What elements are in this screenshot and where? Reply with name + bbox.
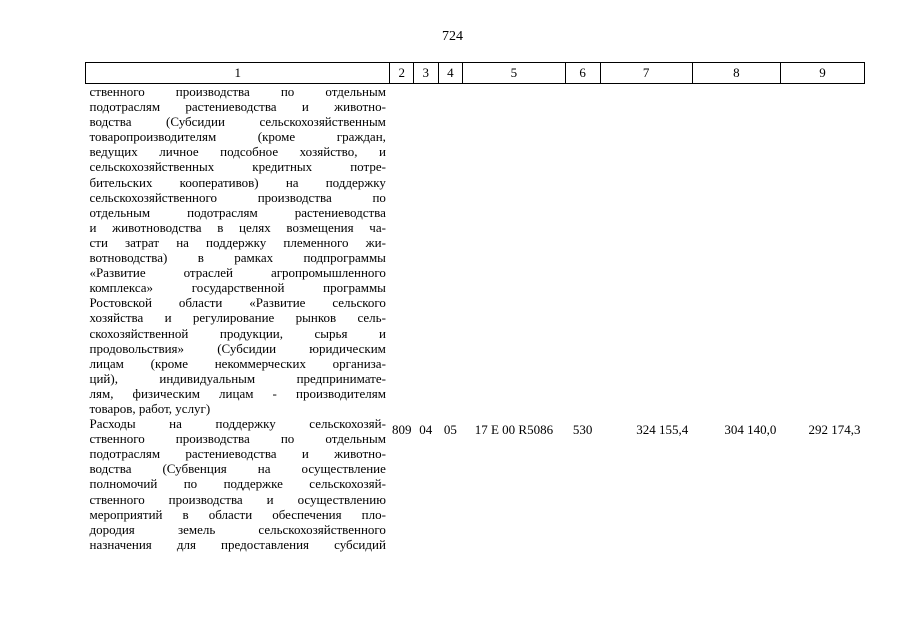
description-line: бительских кооперативов) на поддержку — [89, 174, 386, 190]
section-code — [413, 84, 438, 417]
description-line: «Развитие отраслей агропромышленного — [89, 265, 386, 281]
description-line: продовольствия» (Субсидии юридическим — [89, 340, 386, 356]
description-line: и животноводства в целях возмещения ча- — [89, 219, 386, 235]
description-line: хозяйства и регулирование рынков сель- — [89, 310, 386, 326]
description-line: водства (Субсидии сельскохозяйственным — [89, 114, 386, 130]
description-line: полномочий по поддержке сельскохозяй- — [89, 476, 386, 492]
budget-table — [85, 62, 865, 552]
description-line: мероприятий в области обеспечения пло- — [89, 506, 386, 522]
description-line: назначения для предоставления субсидий — [89, 536, 386, 552]
description-line: товаропроизводителям (кроме граждан, — [89, 129, 386, 145]
description-line: отдельным подотраслям растениеводства — [89, 204, 386, 220]
ministry-code — [390, 84, 414, 417]
description-line: сти затрат на поддержку племенного жи- — [89, 234, 386, 250]
header-col-2: 2 — [390, 63, 414, 84]
description-line: товаров, работ, услуг) — [89, 400, 211, 416]
table-header-row — [86, 63, 865, 84]
row-description — [86, 84, 390, 417]
subsection-code — [438, 84, 463, 417]
amount-year-3: 292 174,3 — [808, 422, 861, 438]
header-col-3: 3 — [413, 63, 438, 84]
target-article-code: 17 Е 00 R5086 — [474, 422, 554, 438]
description-line: скохозяйственной продукции, сырья и — [89, 325, 386, 341]
table-row — [86, 84, 865, 417]
description-line: сельскохозяйственных кредитных потре- — [89, 159, 386, 175]
description-line: сельскохозяйственного производства по — [89, 189, 386, 205]
amount-year-1: 324 155,4 — [636, 422, 689, 438]
header-col-4: 4 — [438, 63, 463, 84]
section-code: 04 — [419, 422, 433, 438]
amount-year-2: 304 140,0 — [724, 422, 777, 438]
expense-type-code — [565, 84, 600, 417]
header-col-9: 9 — [780, 63, 864, 84]
table-row — [86, 416, 865, 552]
description-line: подотраслям растениеводства и животно- — [89, 99, 386, 115]
description-line: лям, физическим лицам - производителям — [89, 385, 386, 401]
description-line: лицам (кроме некоммерческих организа- — [89, 355, 386, 371]
description-line: ственного производства по отдельным — [89, 431, 386, 447]
header-col-1: 1 — [86, 63, 390, 84]
description-line: ственного производства и осуществлению — [89, 491, 386, 507]
header-col-6: 6 — [565, 63, 600, 84]
expense-type-code: 530 — [572, 422, 593, 438]
header-col-7: 7 — [600, 63, 692, 84]
target-article-code — [463, 84, 566, 417]
ministry-code: 809 — [391, 422, 412, 438]
amount-year-1 — [600, 84, 692, 417]
description-line: Ростовской области «Развитие сельского — [89, 295, 386, 311]
description-line: подотраслям растениеводства и животно- — [89, 446, 386, 462]
description-line: Расходы на поддержку сельскохозяй- — [89, 416, 386, 432]
description-line: ций), индивидуальным предпринимате- — [89, 370, 386, 386]
row-description — [86, 416, 390, 552]
description-line: водства (Субвенция на осуществление — [89, 461, 386, 477]
header-col-5: 5 — [463, 63, 566, 84]
page-number: 724 — [442, 29, 463, 44]
description-line: комплекса» государственной программы — [89, 280, 386, 296]
description-line: ственного производства по отдельным — [89, 84, 386, 99]
description-line: вотноводства) в рамках подпрограммы — [89, 250, 386, 266]
description-line: дородия земель сельскохозяйственного — [89, 521, 386, 537]
amount-year-2 — [692, 84, 780, 417]
description-line: ведущих личное подсобное хозяйство, и — [89, 144, 386, 160]
amount-year-3 — [780, 84, 864, 417]
header-col-8: 8 — [692, 63, 780, 84]
subsection-code: 05 — [443, 422, 457, 438]
